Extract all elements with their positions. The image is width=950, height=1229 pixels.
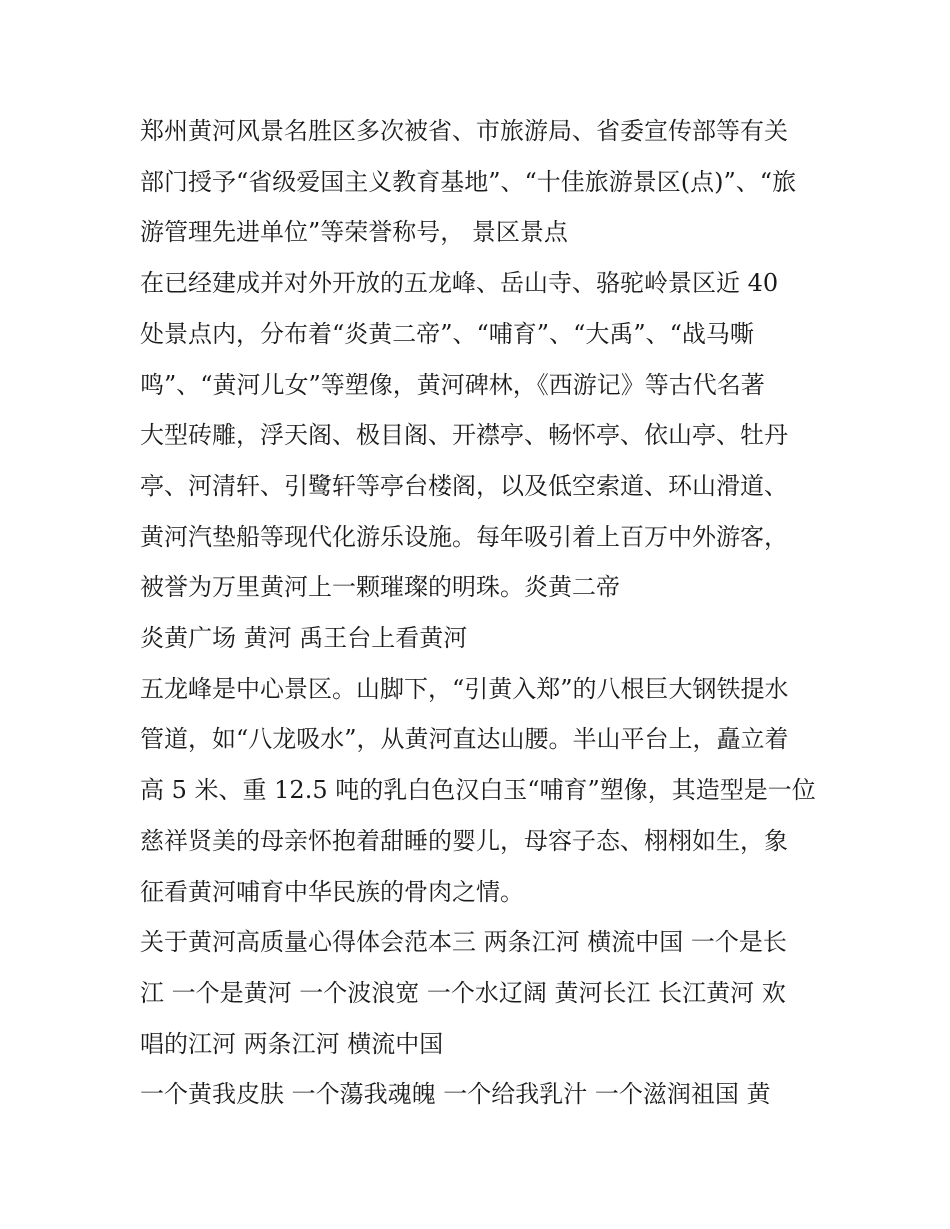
document-body — [140, 106, 820, 1120]
text-line: 被誉为万里黄河上一颗璀璨的明珠。炎黄二帝 — [140, 573, 620, 602]
text-line: 高 5 米、重 12.5 吨的乳白色汉白玉“哺育”塑像，其造型是一位 — [140, 776, 816, 805]
text-line: 大型砖雕，浮天阁、极目阁、开襟亭、畅怀亭、依山亭、牡丹 — [140, 421, 788, 450]
text-line: 征看黄河哺育中华民族的骨肉之情。 — [140, 877, 524, 906]
text-line: 管道，如“八龙吸水”，从黄河直达山腰。半山平台上，矗立着 — [140, 725, 789, 754]
text-line: 关于黄河高质量心得体会范本三 两条江河 横流中国 一个是长 — [140, 928, 787, 957]
paragraph-lyrics — [140, 1069, 820, 1120]
text-line: 在已经建成并对外开放的五龙峰、岳山寺、骆驼岭景区近 40 — [140, 269, 779, 298]
text-line: 亭、河清轩、引鹭轩等亭台楼阁，以及低空索道、环山滑道、 — [140, 471, 788, 500]
text-line: 慈祥贤美的母亲怀抱着甜睡的婴儿，母容子态、栩栩如生，象 — [140, 826, 788, 855]
text-line: 部门授予“省级爱国主义教育基地”、“十佳旅游景区(点)”、“旅 — [140, 167, 797, 196]
text-line: 郑州黄河风景名胜区多次被省、市旅游局、省委宣传部等有关 — [140, 117, 788, 145]
paragraph-honors — [140, 106, 820, 258]
text-line: 五龙峰是中心景区。山脚下，“引黄入郑”的八根巨大钢铁提水 — [140, 674, 789, 703]
paragraph-wulongfeng — [140, 664, 820, 918]
text-line: 处景点内，分布着“炎黄二帝”、“哺育”、“大禹”、“战马嘶 — [140, 319, 754, 348]
text-line: 江 一个是黄河 一个波浪宽 一个水辽阔 黄河长江 长江黄河 欢 — [140, 978, 786, 1007]
text-line: 炎黄广场 黄河 禹王台上看黄河 — [140, 624, 468, 653]
text-line: 黄河汽垫船等现代化游乐设施。每年吸引着上百万中外游客， — [140, 522, 788, 551]
text-line: 一个黄我皮肤 一个蕩我魂魄 一个给我乳汁 一个滋润祖国 黄 — [140, 1080, 771, 1109]
text-line: 游管理先进单位”等荣誉称号， 景区景点 — [140, 218, 568, 247]
paragraph-square — [140, 613, 820, 664]
text-line: 鸣”、“黄河儿女”等塑像，黄河碑林，《西游记》等古代名著 — [140, 370, 765, 399]
paragraph-sample-three — [140, 917, 820, 1069]
text-line: 唱的江河 两条江河 横流中国 — [140, 1029, 444, 1058]
paragraph-attractions — [140, 258, 820, 613]
